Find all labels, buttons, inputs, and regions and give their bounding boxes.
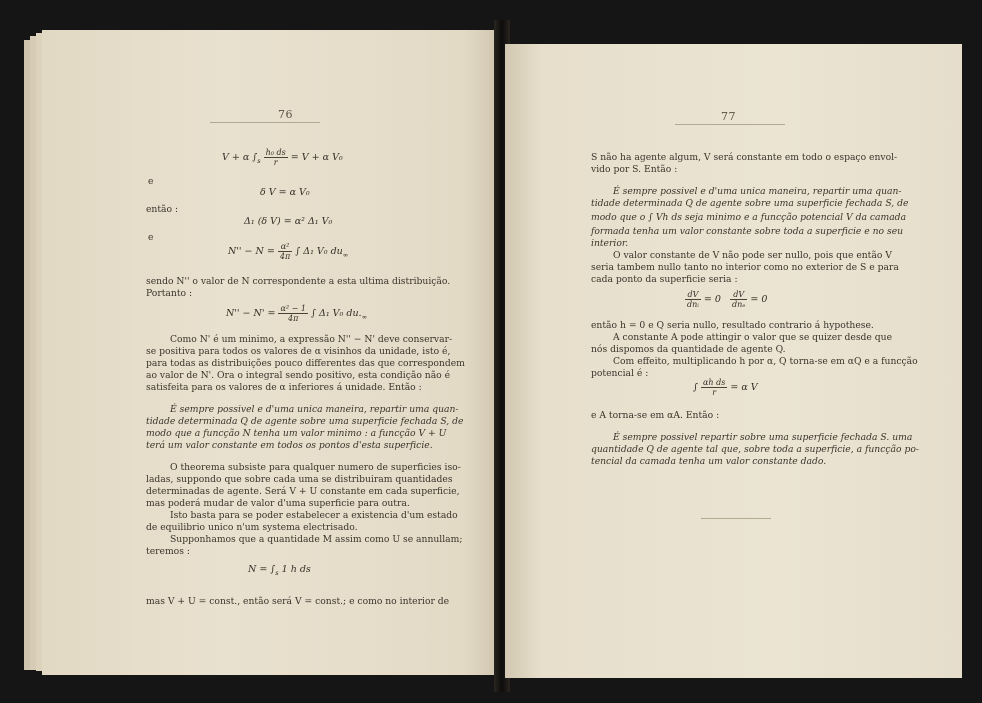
equation-7: $\frac{dV}{\text{dnᵢ}}$ = 0 $\frac{dV}{\text{dnₑ}}$ = 0: [687, 290, 768, 309]
paragraph-4: mas V + U = const., então será V = const.; e como no interior de: [146, 596, 450, 607]
header-rule: [210, 122, 320, 123]
equation-3: Δ₁ (δ V) = α² Δ₁ V₀: [244, 216, 333, 227]
page-number: 76: [278, 108, 293, 121]
left-page: 76 V + α $\int_s$ $\frac{\text{h₀ ds}}{r}$ = V + α V₀ e δ V = α V₀ então : Δ₁ (δ V) = α² Δ₁ V₀ e N'' − N = $\frac{\text{α²}}{4\pi}$ ∫ Δ₁ V₀ $du_\infty$ sendo N'' o valor de N correspondente a esta ultima distribuição. Portanto : N'' − N' = $\frac{\text{α² − 1}}{4\pi}$ ∫ Δ₁ V₀ $du._\infty$ Como N' é um minimo, a expressão N'' − N' deve conservar- se positiva para todos os valores de α visinhos da unidade, isto é, para todas as distribuições pouco differentes das que correspondem ao valor de N'. Ora o integral sendo positivo, esta condição não é satisfeita para os valores de α inferiores á unidade. Então : É sempre possivel e d'uma unica maneira, repartir uma quan- tidade determinada Q de agente sobre uma superficie fechada S, de modo que a funcção N tenha um valor minimo : a funcção V + U terá um valor constante em todos os pontos d'esta superficie. O theorema subsiste para qualquer numero de superficies iso- ladas, suppondo que sobre cada uma se distribuiram quantidades determinadas de agente. Será V + U constante em cada superficie, mas poderá mudar de valor d'uma superficie para outra. Isto basta para se poder estabelecer a existencia d'um estado de equilibrio unico n'um systema electrisado. Supponhamos que a quantidade M assim como U se annullam; teremos : $N = \int_s$ 1 h ds mas V + U = const., então será V = const.; e como no interior de: [42, 30, 500, 675]
equation-2: δ V = α V₀: [260, 187, 310, 198]
word-entao: então :: [146, 204, 179, 215]
equation-6: $N = \int_s$ 1 h ds: [248, 564, 311, 577]
equation-1: V + α $\int_s$ $\frac{\text{h₀ ds}}{r}$ = V + α V₀: [222, 148, 343, 167]
paragraph-4: e A torna-se em αA. Então :: [591, 410, 720, 421]
right-page: 77 S não ha agente algum, V será constante em todo o espaço envol- vido por S. Então : É sempre possivel e d'uma unica maneira, repartir uma quan- tidade determinada Q de agente sobre uma superficie fechada S, de modo que o ∫ Vh ds seja minimo e a funcção potencial V da camada formada tenha um valor constante sobre toda a superficie e no seu interior. O valor constante de V não pode ser nullo, pois que então V seria tambem nullo tanto no interior como no exterior de S e para cada ponto da superficie seria : $\frac{dV}{\text{dnᵢ}}$ = 0 $\frac{dV}{\text{dnₑ}}$ = 0 então h = 0 e Q seria nullo, resultado contrario á hypothese. A constante A pode attingir o valor que se quizer desde que nós dispomos da quantidade de agente Q. Com effeito, multiplicando h por α, Q torna-se em αQ e a funcção potencial é : ∫ $\frac{\text{αh ds}}{r}$ = α V e A torna-se em αA. Então : É sempre possivel repartir sobre uma superficie fechada S. uma quantidade Q de agente tal que, sobre toda a superficie, a funcção po- tencial da camada tenha um valor constante dado.: [505, 44, 962, 678]
equation-8: ∫ $\frac{\text{αh ds}}{r}$ = α V: [693, 378, 758, 397]
word-e: e: [148, 232, 154, 243]
word-o: e: [148, 176, 154, 187]
header-rule: [675, 124, 785, 125]
equation-5: N'' − N' = $\frac{\text{α² − 1}}{4\pi}$ ∫ Δ₁ V₀ $du._\infty$: [226, 304, 368, 323]
page-number: 77: [721, 110, 736, 123]
equation-4: N'' − N = $\frac{\text{α²}}{4\pi}$ ∫ Δ₁ V₀ $du_\infty$: [228, 242, 349, 261]
end-rule: [701, 518, 771, 519]
